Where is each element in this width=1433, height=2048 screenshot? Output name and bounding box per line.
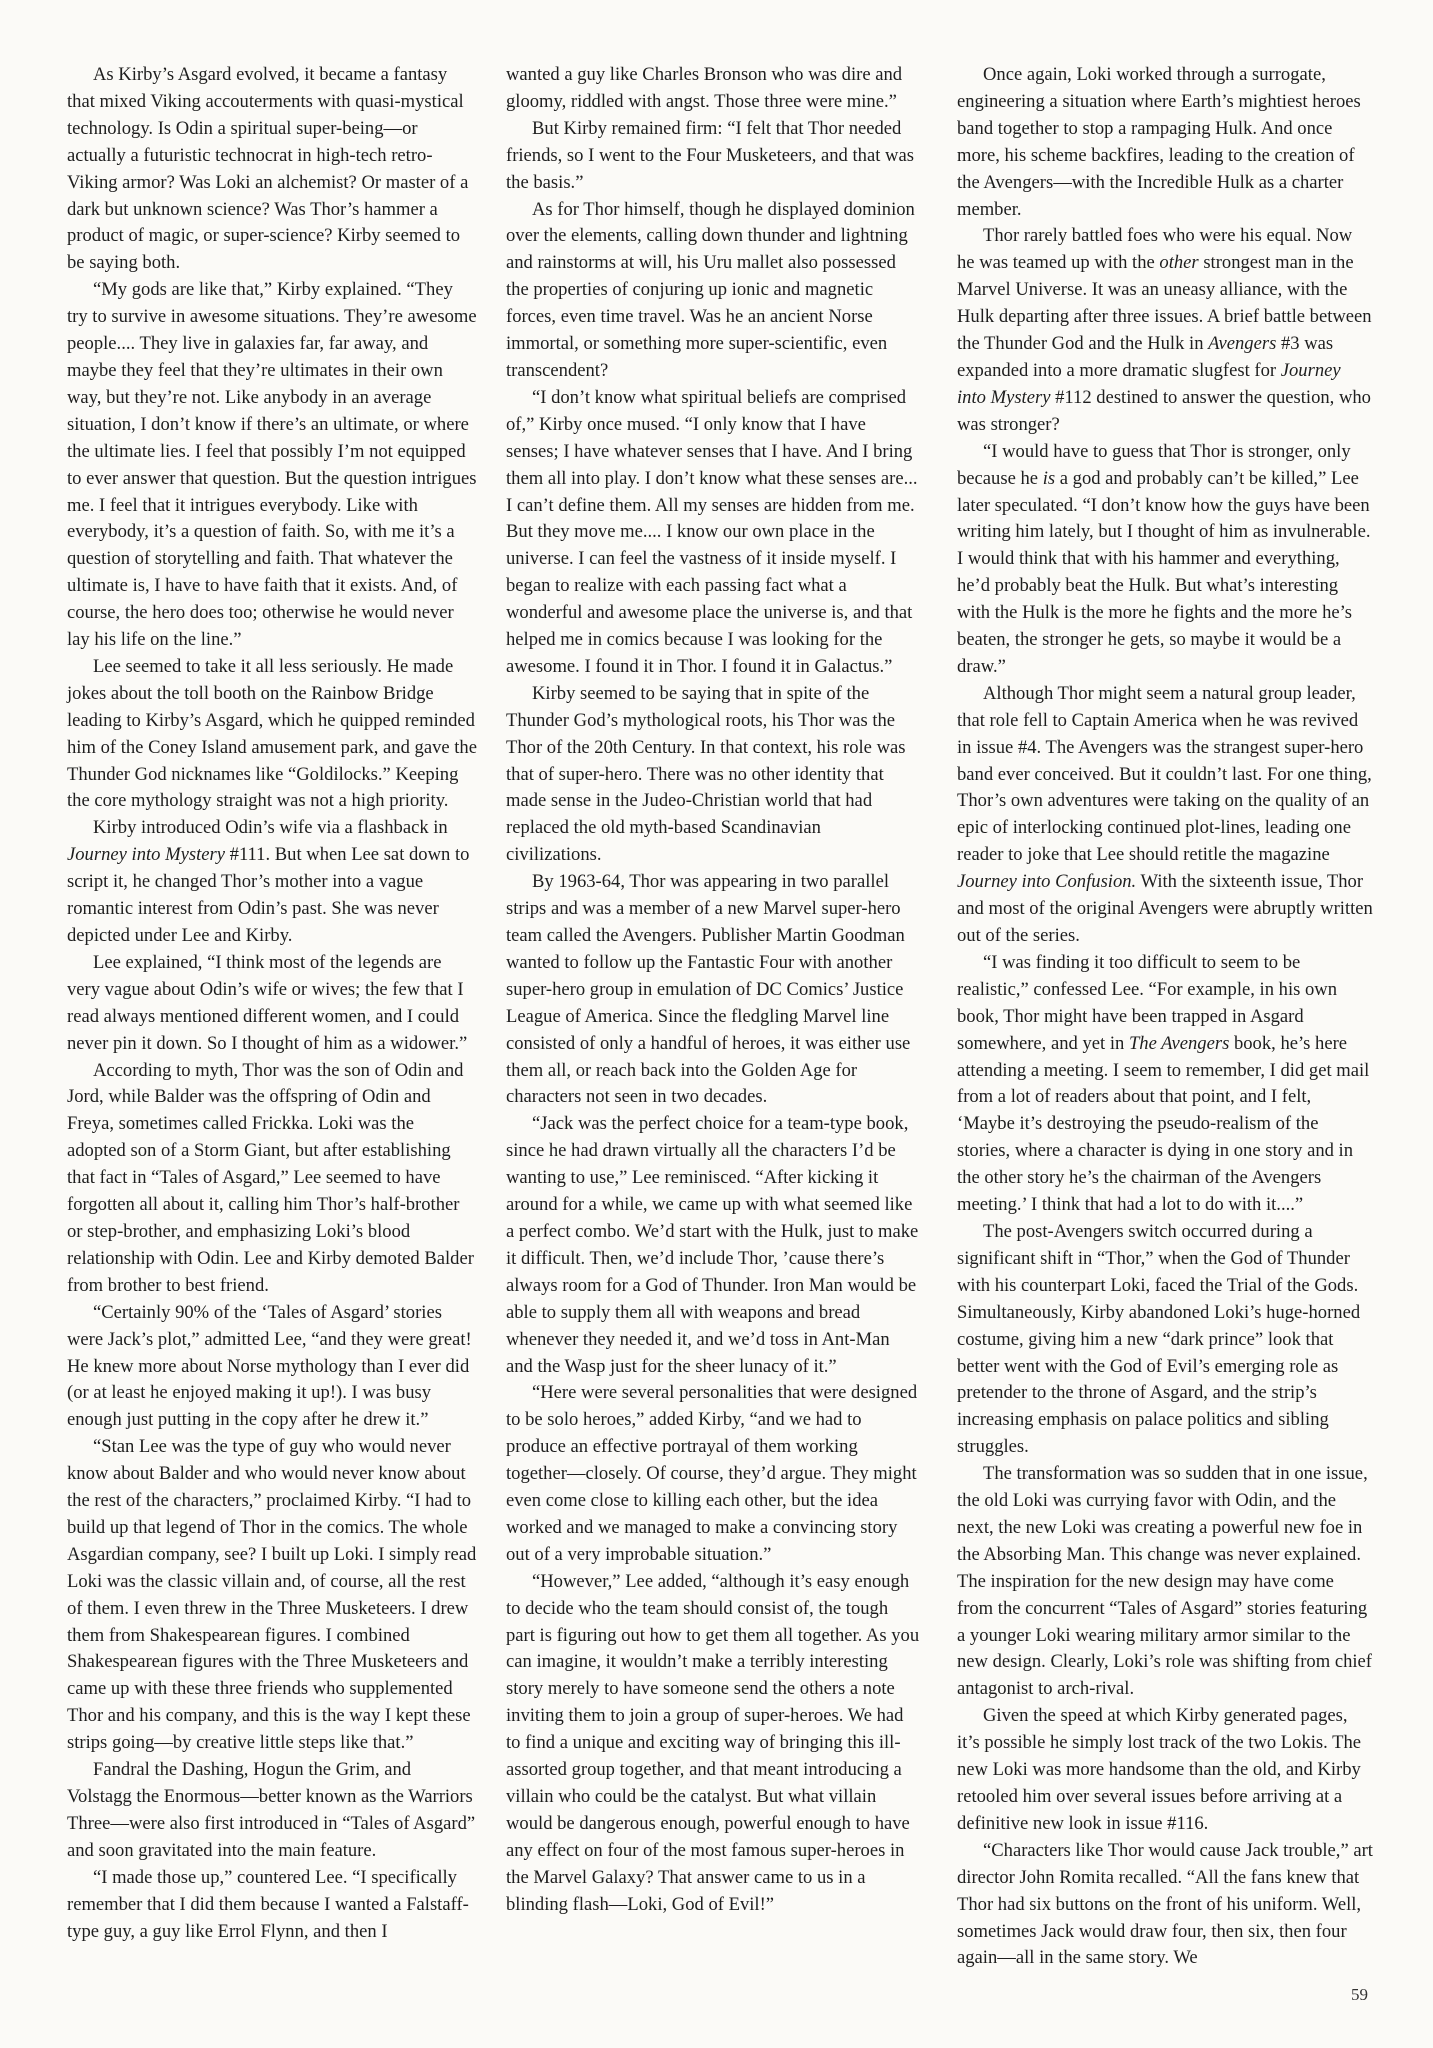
paragraph (67, 950, 477, 1058)
text-run: “Here were several personalities that were designed to be solo heroes,” added Kirby, “and we had to produce an effective portrayal of them working together—closely. Of course, they’d argue. They might even come close to killing each other, but the idea worked and we managed to make a convincing story out of a very improbable situation.” (506, 1382, 918, 1565)
text-run: Given the speed at which Kirby generated pages, it’s possible he simply lost track of the two Lokis. The new Loki was more handsome than the old, and Kirby retooled him over several issues before arriving at a definitive new look in issue #116. (957, 1705, 1362, 1834)
text-run: But Kirby remained firm: “I felt that Thor needed friends, so I went to the Four Musketeers, and that was the basis.” (506, 117, 914, 193)
italic-title: Journey into Mystery (957, 359, 1341, 408)
paragraph (957, 950, 1373, 1219)
text-run: #111. But when Lee sat down to script it, he changed Thor’s mother into a vague romantic interest from Odin’s past. She was never depicted under Lee and Kirby. (67, 844, 470, 946)
text-column-3 (957, 62, 1373, 1972)
paragraph (506, 1111, 920, 1380)
text-run: As Kirby’s Asgard evolved, it became a fantasy that mixed Viking accouterments with quasi-mystical technology. Is Odin a spiritual super-being—or actually a futuristic technocrat in high-tech retro-Viking armor? Was Loki an alchemist? Or master of a dark but unknown science? Was Thor’s hammer a product of magic, or super-science? Kirby seemed to be saying both. (67, 64, 469, 274)
paragraph (67, 1757, 477, 1865)
text-run: As for Thor himself, though he displayed dominion over the elements, calling down thunder and lightning and rainstorms at will, his Uru mallet also possessed the properties of conjuring up ionic and magnetic forces, even time travel. Was he an ancient Norse immortal, or something more super-scientific, even transcendent? (506, 198, 915, 381)
text-run: “Characters like Thor would cause Jack trouble,” art director John Romita recalled. “All the fans knew that Thor had six buttons on the front of his uniform. Well, sometimes Jack would draw four, then six, then four again—all in the same story. We (957, 1839, 1373, 1969)
text-run: wanted a guy like Charles Bronson who was dire and gloomy, riddled with angst. Those three were mine.” (506, 64, 903, 112)
paragraph (67, 1865, 477, 1946)
page-number: 59 (1351, 1985, 1368, 2004)
paragraph (506, 681, 920, 869)
text-run: Lee explained, “I think most of the legends are very vague about Odin’s wife or wives; the few that I read always mentioned different women, and I could never pin it down. So I thought of him as a widower.” (67, 951, 468, 1054)
text-run: By 1963-64, Thor was appearing in two parallel strips and was a member of a new Marvel super-hero team called the Avengers. Publisher Martin Goodman wanted to follow up the Fantastic Four with another super-hero group in emulation of DC Comics’ Justice League of America. Since the fledgling Marvel line consisted of only a handful of heroes, it was either use them all, or reach back into the Golden Age for characters not seen in two decades. (506, 871, 911, 1108)
paragraph (957, 1703, 1373, 1838)
paragraph (506, 1380, 920, 1568)
paragraph (67, 62, 477, 277)
paragraph (957, 1838, 1373, 1973)
text-run: “I don’t know what spiritual beliefs are comprised of,” Kirby once mused. “I only know that I have senses; I have whatever senses that I have. And I bring them all into play. I don’t know what these senses are... I can’t define them. All my senses are hidden from me. But they move me.... I know our own place in the universe. I can feel the vastness of it inside myself. I began to realize with each passing fact what a wonderful and awesome place the universe is, and that helped me in comics because I was looking for the awesome. I found it in Thor. I found it in Galactus.” (506, 386, 918, 677)
paragraph (67, 1300, 477, 1435)
paragraph (957, 681, 1373, 950)
text-run: The transformation was so sudden that in one issue, the old Loki was currying favor with Odin, and the next, the new Loki was creating a powerful new foe in the Absorbing Man. This change was never explained. The inspiration for the new design may have come from the concurrent “Tales of Asgard” stories featuring a younger Loki wearing military armor similar to the new design. Clearly, Loki’s role was shifting from chief antagonist to arch-rival. (957, 1463, 1372, 1700)
text-run: book, he’s here attending a meeting. I seem to remember, I did get mail from a lot of readers about that point, and I felt, ‘Maybe it’s destroying the pseudo-realism of the stories, where a character is dying in one story and in the other story he’s the chairman of the Avengers meeting.’ I think that had a lot to do with it....” (957, 1032, 1370, 1216)
paragraph (957, 223, 1373, 438)
text-run: #112 destined to answer the question, who was stronger? (957, 386, 1371, 435)
paragraph (957, 439, 1373, 681)
paragraph (506, 385, 920, 681)
italic-title: Avengers (1208, 333, 1277, 355)
italic-title: is (1042, 467, 1056, 489)
paragraph (957, 62, 1373, 223)
text-run: Once again, Loki worked through a surrogate, engineering a situation where Earth’s mightiest heroes band together to stop a rampaging Hulk. And once more, his scheme backfires, leading to the creation of the Avengers—with the Incredible Hulk as a charter member. (957, 64, 1361, 220)
text-run: “I was finding it too difficult to seem to be realistic,” confessed Lee. “For example, in his own book, Thor might have been trapped in Asgard somewhere, and yet in (957, 951, 1338, 1054)
text-run: “I would have to guess that Thor is stronger, only because he (957, 440, 1351, 489)
paragraph (67, 1434, 477, 1757)
text-run: “However,” Lee added, “although it’s easy enough to decide who the team should consist of, the tough part is figuring out how to get them all together. As you can imagine, it wouldn’t make a terribly interesting story merely to have someone send the others a note inviting them to join a group of super-heroes. We had to find a unique and exciting way of bringing this ill-assorted group together, and that meant introducing a villain who could be the catalyst. But what villain would be dangerous enough, powerful enough to have any effect on four of the most famous super-heroes in the Marvel Galaxy? That answer came to us in a blinding flash—Loki, God of Evil!” (506, 1570, 920, 1915)
text-run: Although Thor might seem a natural group leader, that role fell to Captain America when he was revived in issue #4. The Avengers was the strangest super-hero band ever conceived. But it couldn’t last. For one thing, Thor’s own adventures were taking on the quality of an epic of interlocking continued plot-lines, leading one reader to joke that Lee should retitle the magazine (957, 682, 1372, 866)
text-column-1 (67, 62, 477, 1945)
text-run: Thor rarely battled foes who were his equal. Now he was teamed up with the (957, 225, 1353, 274)
text-run: Fandral the Dashing, Hogun the Grim, and Volstagg the Enormous—better known as the Warriors Three—were also first introduced in “Tales of Asgard” and soon gravitated into the main feature. (67, 1759, 476, 1861)
italic-title: other (1159, 252, 1199, 274)
paragraph (506, 1569, 920, 1919)
italic-title: The Avengers (1128, 1032, 1230, 1054)
paragraph (506, 62, 920, 116)
text-run: #3 was expanded into a more dramatic slugfest for (957, 333, 1334, 381)
paragraph (506, 869, 920, 1111)
italic-title: Journey into Mystery (67, 844, 225, 866)
text-run: “Stan Lee was the type of guy who would never know about Balder and who would never know about the rest of the characters,” proclaimed Kirby. “I had to build up that legend of Thor in the comics. The whole Asgardian company, see? I built up Loki. I simply read Loki was the classic villain and, of course, all the rest of them. I even threw in the Three Musketeers. I drew them from Shakespearean figures. I combined Shakespearean figures with the Three Musketeers and came up with these three friends who supplemented Thor and his company, and this is the way I kept these strips going—by creative little steps like that.” (67, 1436, 477, 1754)
text-run: strongest man in the Marvel Universe. It was an uneasy alliance, with the Hulk departing after three issues. A brief battle between the Thunder God and the Hulk in (957, 252, 1372, 355)
paragraph (67, 654, 477, 815)
text-run: Kirby seemed to be saying that in spite of the Thunder God’s mythological roots, his Thor was the Thor of the 20th Century. In that context, his role was that of super-hero. There was no other identity that made sense in the Judeo-Christian world that had replaced the old myth-based Scandinavian civilizations. (506, 682, 906, 866)
paragraph (67, 1058, 477, 1300)
paragraph (67, 815, 477, 950)
paragraph (957, 1219, 1373, 1461)
text-run: The post-Avengers switch occurred during a significant shift in “Thor,” when the God of Thunder with his counterpart Loki, faced the Trial of the Gods. Simultaneously, Kirby abandoned Loki’s huge-horned costume, giving him a new “dark prince” look that better went with the God of Evil’s emerging role as pretender to the throne of Asgard, and the strip’s increasing emphasis on palace politics and sibling struggles. (957, 1220, 1361, 1458)
text-run: “I made those up,” countered Lee. “I specifically remember that I did them because I wanted a Falstaff-type guy, a guy like Errol Flynn, and then I (67, 1866, 469, 1942)
paragraph (506, 116, 920, 197)
text-run: “My gods are like that,” Kirby explained. “They try to survive in awesome situations. They’re awesome people.... They live in galaxies far, far away, and maybe they feel that they’re ultimates in their own way, but they’re not. Like anybody in an average situation, I don’t know if there’s an ultimate, or where the ultimate lies. I feel that possibly I’m not equipped to ever answer that question. But the question intrigues me. I feel that it intrigues everybody. Like with everybody, it’s a question of faith. So, with me it’s a question of storytelling and faith. That whatever the ultimate is, I have to have faith that it exists. And, of course, the hero does too; otherwise he would never lay his life on the line.” (67, 279, 477, 651)
italic-title: Journey into Confusion. (957, 871, 1137, 893)
text-run: Lee seemed to take it all less seriously. He made jokes about the toll booth on the Rainbow Bridge leading to Kirby’s Asgard, which he quipped reminded him of the Coney Island amusement park, and gave the Thunder God nicknames like “Goldilocks.” Keeping the core mythology straight was not a high priority. (67, 655, 477, 812)
text-run: a god and probably can’t be killed,” Lee later speculated. “I don’t know how the guys have been writing him lately, but I thought of him as invulnerable. I would think that with his hammer and everything, he’d probably beat the Hulk. But what’s interesting with the Hulk is the more he fights and the more he’s beaten, the stronger he gets, so maybe it would be a draw.” (957, 467, 1371, 677)
text-run: “Certainly 90% of the ‘Tales of Asgard’ stories were Jack’s plot,” admitted Lee, “and they were great! He knew more about Norse mythology than I ever did (or at least he enjoyed making it up!). I was busy enough just putting in the copy after he drew it.” (67, 1301, 472, 1431)
text-run: “Jack was the perfect choice for a team-type book, since he had drawn virtually all the characters I’d be wanting to use,” Lee reminisced. “After kicking it around for a while, we came up with what seemed like a perfect combo. We’d start with the Hulk, just to make it difficult. Then, we’d include Thor, ’cause there’s always room for a God of Thunder. Iron Man would be able to supply them all with weapons and bread whenever they needed it, and we’d toss in Ant-Man and the Wasp just for the sheer lunacy of it.” (506, 1113, 919, 1377)
text-run: With the sixteenth issue, Thor and most of the original Avengers were abruptly written out of the series. (957, 871, 1373, 946)
text-run: Kirby introduced Odin’s wife via a flashback in (93, 817, 448, 839)
paragraph (957, 1461, 1373, 1703)
text-column-2 (506, 62, 920, 1919)
text-run: According to myth, Thor was the son of Odin and Jord, while Balder was the offspring of Odin and Freya, sometimes called Frickka. Loki was the adopted son of a Storm Giant, but after establishing that fact in “Tales of Asgard,” Lee seemed to have forgotten all about it, calling him Thor’s half-brother or step-brother, and emphasizing Loki’s blood relationship with Odin. Lee and Kirby demoted Balder from brother to best friend. (67, 1059, 474, 1296)
paragraph (67, 277, 477, 654)
paragraph (506, 197, 920, 385)
